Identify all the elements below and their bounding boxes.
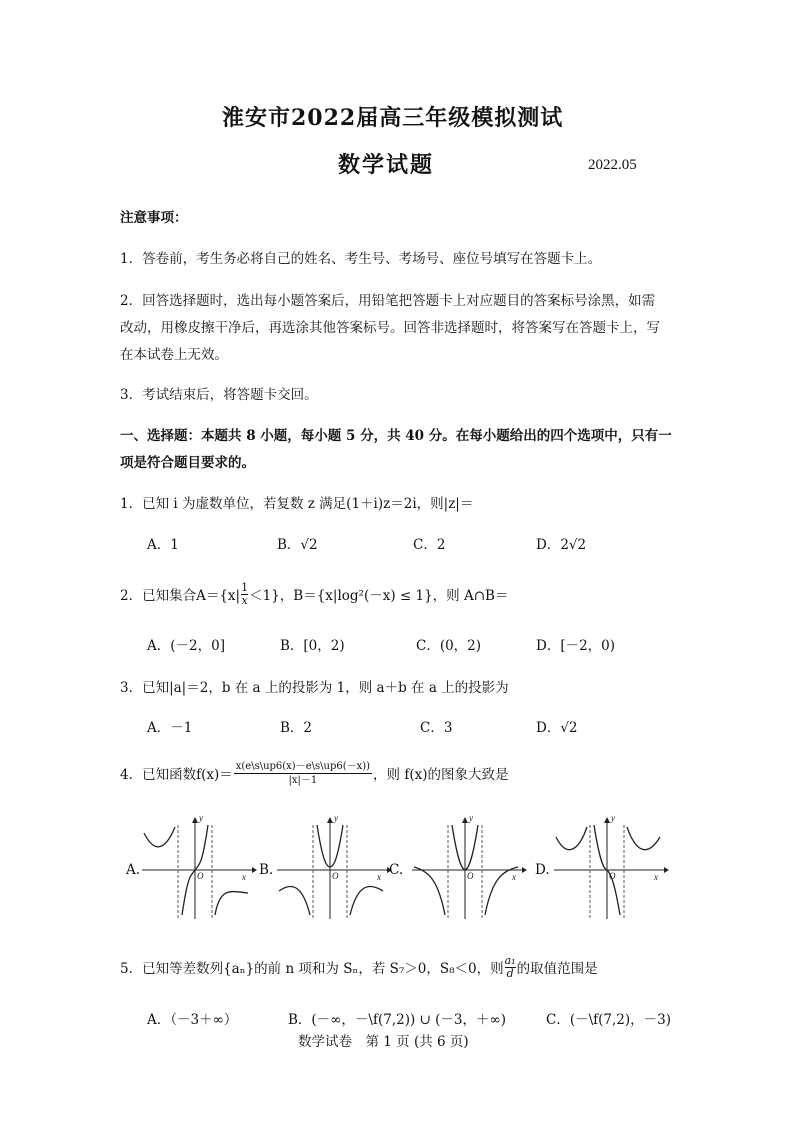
question-5-option-c: C．(－\f(7,2)，－3) [546,1012,672,1028]
graph-d-x-arrow-icon [664,867,669,873]
question-2-fraction-denominator: x [241,594,248,607]
question-5-fraction-numerator: a₁ [504,954,516,967]
graph-a-curve-right [215,892,248,915]
graph-b-curve-left [279,886,310,915]
page-title: 淮安市2022届高三年级模拟测试 [222,105,564,131]
graph-a-y-label: y [199,815,203,823]
question-1-option-c: C．2 [413,537,446,553]
question-4-stem-prefix: 4．已知函数f(x)＝ [120,767,233,783]
graph-label-b: B. [259,862,274,878]
question-5-stem-suffix: 的取值范围是 [516,961,598,977]
question-2-option-b: B．[0，2) [280,638,345,654]
notice-item-2-line-3: 在本试卷上无效。 [120,347,228,363]
graph-label-a: A. [126,862,141,878]
notice-item-2-line-1: 2．回答选择题时，选出每小题答案后，用铅笔把答题卡上对应题目的答案标号涂黑，如需 [120,293,656,309]
question-2-fraction [241,582,248,607]
graph-d [552,815,672,921]
question-2-option-c: C．(0，2) [416,638,482,654]
graph-d-y-arrow-icon [604,817,610,823]
question-5-fraction [505,955,516,980]
notice-item-1: 1．答卷前，考生务必将自己的姓名、考生号、考场号、座位号填写在答题卡上。 [120,251,602,267]
question-4-stem-suffix: ，则 f(x)的图象大致是 [373,767,509,783]
question-5-stem-prefix: 5．已知等差数列{aₙ}的前 n 项和为 Sₙ，若 S₇＞0，S₈＜0，则 [120,961,504,977]
graph-a-y-arrow-icon [192,817,198,823]
question-5-stem [120,954,598,982]
question-1-option-a: A．1 [147,537,179,553]
section-heading-line-2: 项是符合题目要求的。 [120,455,255,471]
graph-c [410,815,530,921]
graph-b-y-label: y [334,815,338,823]
question-4-fraction-denominator: |x|－1 [288,775,318,786]
graph-a-x-arrow-icon [252,867,257,873]
notice-item-2-line-2: 改动，用橡皮擦干净后，再选涂其他答案标号。回答非选择题时，将答案写在答题卡上，写 [120,320,660,336]
question-5-option-b: B．(－∞，－\f(7,2)) ∪ (－3，＋∞) [288,1012,507,1028]
question-3-option-b: B．2 [280,720,313,736]
graph-b [275,815,395,921]
question-4-stem [120,762,508,789]
section-heading-line-1: 一、选择题：本题共 8 小题，每小题 5 分，共 40 分。在每小题给出的四个选项中，只有一 [120,428,672,444]
graph-a-origin-label: O [197,871,204,881]
question-3-stem: 3．已知|a|＝2，b 在 a 上的投影为 1，则 a＋b 在 a 上的投影为 [120,680,509,696]
exam-date: 2022.05 [588,157,637,173]
graph-d-curve-right [627,827,660,850]
graph-a-x-label: x [242,872,246,882]
graph-c-x-arrow-icon [522,867,527,873]
graph-c-origin-label: O [467,871,474,881]
graph-a [140,815,260,921]
question-1-option-b: B．√2 [277,537,318,553]
question-3-option-c: C．3 [420,720,453,736]
question-5-fraction-denominator: d [506,967,514,980]
page-subtitle: 数学试题 [338,152,435,178]
question-1-option-d: D．2√2 [536,537,587,553]
notice-heading: 注意事项： [120,210,188,226]
graph-b-y-arrow-icon [327,817,333,823]
question-4-fraction [234,760,372,787]
graph-c-y-arrow-icon [462,817,468,823]
graph-d-x-label: x [654,872,658,882]
question-2-fraction-numerator: 1 [241,581,249,594]
question-2-option-d: D．[－2，0) [536,638,616,654]
graph-c-curve-left [414,867,445,915]
graph-a-curve-left [144,827,175,847]
question-5-option-a: A．（－3＋∞） [147,1012,238,1028]
graph-label-c: C. [389,862,404,878]
question-3-option-a: A．－1 [147,720,193,736]
notice-item-3: 3．考试结束后，将答题卡交回。 [120,387,318,403]
graph-label-d: D. [535,862,550,878]
question-1-stem: 1．已知 i 为虚数单位，若复数 z 满足(1＋i)z＝2i，则|z|＝ [120,496,474,512]
graph-c-x-label: x [512,872,516,882]
graph-b-curve-right [350,886,383,915]
page-footer: 数学试卷 第 1 页 (共 6 页) [298,1034,469,1050]
graph-d-curve-left [556,827,587,850]
question-2-stem-suffix: ＜1}，B＝{x|log²(－x) ≤ 1}，则 A∩B＝ [249,588,509,604]
question-3-option-d: D．√2 [536,720,578,736]
question-4-fraction-numerator: x(e\s\up6(x)－e\s\up6(－x)) [235,761,371,772]
graph-d-y-label: y [611,815,615,823]
question-2-stem [120,581,509,609]
question-2-stem-prefix: 2．已知集合A＝{x| [120,588,241,604]
graph-c-y-label: y [469,815,473,823]
graph-b-x-label: x [377,872,381,882]
graph-b-origin-label: O [332,871,339,881]
question-2-option-a: A．(－2，0] [147,638,225,654]
graph-d-origin-label: O [609,871,616,881]
